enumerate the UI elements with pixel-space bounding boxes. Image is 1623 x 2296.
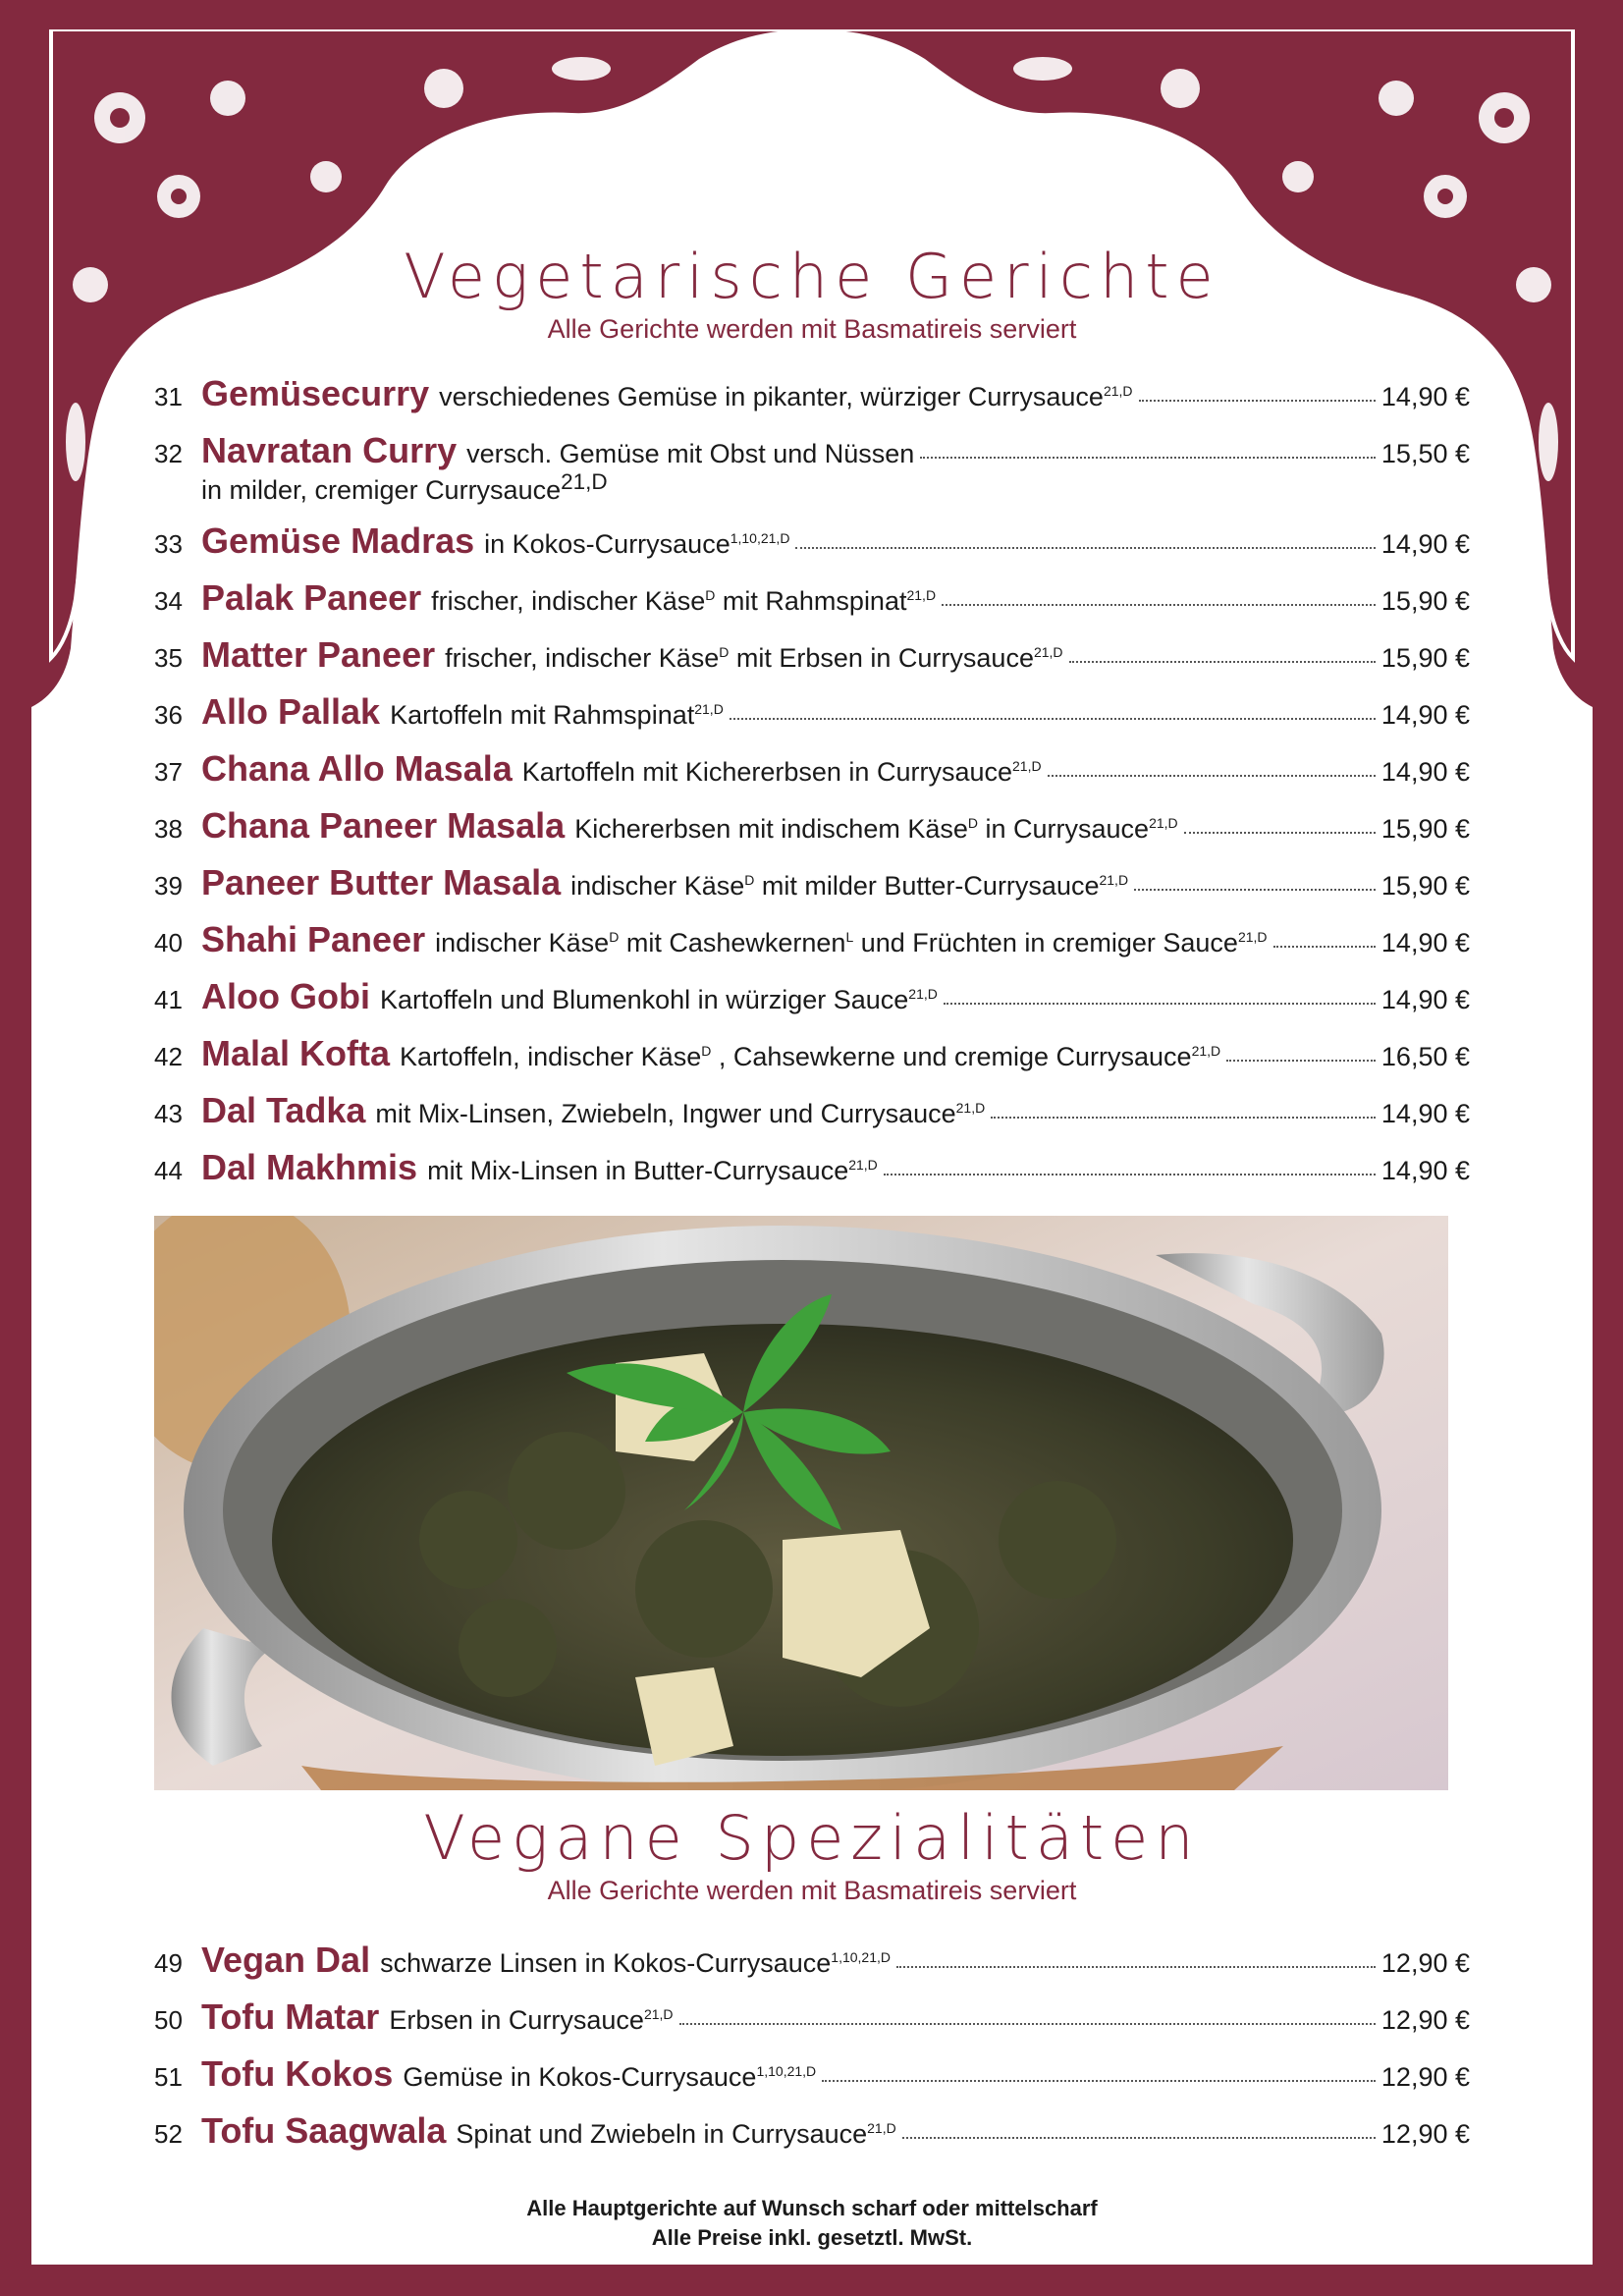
menu-item xyxy=(154,577,1470,619)
allergen-note: 21,D xyxy=(1149,815,1178,831)
item-number: 35 xyxy=(154,643,183,673)
dotted-leader xyxy=(920,456,1376,459)
item-number: 43 xyxy=(154,1099,183,1128)
item-price: 15,90 € xyxy=(1380,586,1470,616)
allergen-note: 21,D xyxy=(908,986,938,1002)
allergen-note: L xyxy=(845,929,854,945)
item-price: 14,90 € xyxy=(1380,757,1470,787)
allergen-note: 21,D xyxy=(867,2120,896,2136)
allergen-note: D xyxy=(705,587,716,603)
item-name: Allo Pallak xyxy=(201,691,381,732)
item-number: 49 xyxy=(154,1948,183,1978)
item-number: 32 xyxy=(154,439,183,468)
item-number: 31 xyxy=(154,382,183,411)
allergen-note: 21,D xyxy=(643,2006,674,2022)
item-description xyxy=(456,2119,895,2150)
item-description-text: in Kokos-Currysauce xyxy=(484,529,730,559)
allergen-note: 1,10,21,D xyxy=(730,530,790,546)
item-description-text: Kartoffeln und Blumenkohl in würziger Sauce xyxy=(379,985,909,1014)
dotted-leader xyxy=(1184,831,1376,834)
item-description-text: , Cahsewkerne und cremige Currysauce xyxy=(711,1042,1192,1071)
item-name: Dal Makhmis xyxy=(201,1147,418,1187)
item-description-text: mit milder Butter-Currysauce xyxy=(754,871,1100,901)
footer-note-tax: Alle Preise inkl. gesetztl. MwSt. xyxy=(651,2225,973,2250)
item-price: 15,50 € xyxy=(1380,439,1470,468)
item-description-text: Kartoffeln mit Rahmspinat xyxy=(390,700,695,730)
dotted-leader xyxy=(1226,1059,1376,1062)
item-description-text: indischer Käse xyxy=(435,928,610,957)
item-number: 38 xyxy=(154,814,183,844)
item-price: 12,90 € xyxy=(1380,1948,1470,1978)
menu-item xyxy=(154,748,1470,790)
item-number: 34 xyxy=(154,586,183,616)
item-description xyxy=(375,1099,985,1129)
item-name: Gemüsecurry xyxy=(201,373,430,413)
item-description-text: frischer, indischer Käse xyxy=(431,586,706,616)
allergen-note: D xyxy=(609,929,620,945)
dotted-leader xyxy=(884,1173,1376,1175)
item-description-text: mit Erbsen in Currysauce xyxy=(729,643,1034,673)
allergen-note: D xyxy=(719,644,730,660)
item-description xyxy=(390,700,724,731)
item-name: Tofu Kokos xyxy=(201,2053,394,2094)
item-number: 36 xyxy=(154,700,183,730)
allergen-note: 1,10,21,D xyxy=(756,2063,817,2079)
item-description xyxy=(427,1156,878,1186)
menu-item xyxy=(154,919,1470,960)
section-subtitle-vegan: Alle Gerichte werden mit Basmatireis serviert xyxy=(547,1876,1077,1905)
item-name: Shahi Paneer xyxy=(201,919,426,959)
item-name: Malal Kofta xyxy=(201,1033,391,1073)
item-description xyxy=(445,643,1062,674)
item-price: 12,90 € xyxy=(1380,2005,1470,2035)
item-name: Chana Allo Masala xyxy=(201,748,513,789)
menu-item xyxy=(154,862,1470,903)
item-description-text: mit Cashewkernen xyxy=(619,928,846,957)
item-description-text: in Currysauce xyxy=(978,814,1150,844)
menu-item xyxy=(154,373,1470,414)
item-name: Gemüse Madras xyxy=(201,520,475,561)
allergen-note: 21,D xyxy=(1103,383,1133,399)
item-description-text: mit Mix-Linsen, Zwiebeln, Ingwer und Currysauce xyxy=(375,1099,956,1128)
allergen-note: 21,D xyxy=(848,1157,878,1173)
item-name: Tofu Saagwala xyxy=(201,2110,447,2151)
item-description xyxy=(439,382,1132,412)
item-name: Dal Tadka xyxy=(201,1090,366,1130)
item-number: 50 xyxy=(154,2005,183,2035)
item-number: 42 xyxy=(154,1042,183,1071)
footer-note-spice: Alle Hauptgerichte auf Wunsch scharf oder mittelscharf xyxy=(526,2196,1098,2220)
menu-item xyxy=(154,520,1470,562)
dotted-leader xyxy=(1139,399,1376,402)
allergen-note: 21,D xyxy=(906,587,937,603)
section-title-vegan: Vegane Spezialitäten xyxy=(423,1802,1201,1874)
item-price: 12,90 € xyxy=(1380,2119,1470,2149)
item-description xyxy=(431,586,936,617)
item-description-text: Erbsen in Currysauce xyxy=(389,2005,644,2035)
item-name: Aloo Gobi xyxy=(201,976,370,1016)
menu-item xyxy=(154,2110,1470,2152)
item-description-text: versch. Gemüse mit Obst und Nüssen xyxy=(466,439,915,468)
food-photo xyxy=(154,1216,1448,1790)
menu-item xyxy=(154,976,1470,1017)
menu-item xyxy=(154,1033,1470,1074)
allergen-note: 21,D xyxy=(694,701,724,717)
dotted-leader xyxy=(1069,660,1376,663)
item-description-text: indischer Käse xyxy=(570,871,745,901)
item-description-continued xyxy=(201,469,608,506)
item-name: Paneer Butter Masala xyxy=(201,862,562,902)
section-title-vegetarian: Vegetarische Gerichte xyxy=(404,241,1220,312)
item-price: 14,90 € xyxy=(1380,928,1470,957)
menu-item xyxy=(154,1090,1470,1131)
menu-item xyxy=(154,2053,1470,2095)
item-description xyxy=(380,985,938,1015)
item-description xyxy=(400,1042,1220,1072)
item-description xyxy=(403,2062,816,2093)
dotted-leader xyxy=(1134,888,1376,891)
item-description xyxy=(574,814,1177,845)
menu-item xyxy=(154,805,1470,847)
item-description xyxy=(522,757,1042,788)
item-number: 39 xyxy=(154,871,183,901)
item-description xyxy=(466,439,914,469)
section-subtitle-vegetarian: Alle Gerichte werden mit Basmatireis serviert xyxy=(547,314,1077,344)
item-description-text: mit Rahmspinat xyxy=(715,586,907,616)
item-description-text: frischer, indischer Käse xyxy=(445,643,720,673)
dotted-leader xyxy=(795,546,1375,549)
item-description xyxy=(435,928,1267,958)
allergen-note: 21,D xyxy=(1012,758,1042,774)
item-number: 51 xyxy=(154,2062,183,2092)
item-description-text: und Früchten in cremiger Sauce xyxy=(853,928,1238,957)
item-number: 52 xyxy=(154,2119,183,2149)
dotted-leader xyxy=(1048,774,1376,777)
item-description-text: mit Mix-Linsen in Butter-Currysauce xyxy=(427,1156,849,1185)
allergen-note: 21,D xyxy=(1191,1043,1221,1059)
item-name: Tofu Matar xyxy=(201,1996,380,2037)
menu-item xyxy=(154,1996,1470,2038)
allergen-note: 21,D xyxy=(1099,872,1129,888)
item-description xyxy=(570,871,1128,902)
item-number: 41 xyxy=(154,985,183,1014)
item-number: 40 xyxy=(154,928,183,957)
item-name: Matter Paneer xyxy=(201,634,436,675)
item-description-text: in milder, cremiger Currysauce xyxy=(201,475,562,505)
item-price: 14,90 € xyxy=(1380,1099,1470,1128)
dotted-leader xyxy=(896,1965,1376,1968)
item-number: 37 xyxy=(154,757,183,787)
dotted-leader xyxy=(822,2079,1376,2082)
dotted-leader xyxy=(942,603,1376,606)
menu-item xyxy=(154,1147,1470,1188)
allergen-note: 1,10,21,D xyxy=(831,1949,891,1965)
dotted-leader xyxy=(1273,945,1376,948)
item-description xyxy=(484,529,789,560)
item-name: Palak Paneer xyxy=(201,577,422,618)
menu-panel xyxy=(31,29,1593,2265)
menu-item xyxy=(154,1940,1470,1981)
item-price: 16,50 € xyxy=(1380,1042,1470,1071)
item-price: 14,90 € xyxy=(1380,382,1470,411)
item-name: Navratan Curry xyxy=(201,430,458,470)
menu-item xyxy=(154,634,1470,676)
allergen-note: 21,D xyxy=(1033,644,1063,660)
item-description-text: Kichererbsen mit indischem Käse xyxy=(574,814,968,844)
item-number: 44 xyxy=(154,1156,183,1185)
item-description-text: schwarze Linsen in Kokos-Currysauce xyxy=(380,1948,832,1978)
item-price: 14,90 € xyxy=(1380,529,1470,559)
allergen-note: 21,D xyxy=(955,1100,986,1116)
allergen-note: D xyxy=(744,872,755,888)
item-description-text: verschiedenes Gemüse in pikanter, würziger Currysauce xyxy=(439,382,1104,411)
item-name: Vegan Dal xyxy=(201,1940,371,1980)
item-price: 14,90 € xyxy=(1380,700,1470,730)
dotted-leader xyxy=(991,1116,1376,1119)
item-description-text: Kartoffeln mit Kichererbsen in Currysauce xyxy=(521,757,1012,787)
allergen-note: 21,D xyxy=(1237,929,1268,945)
allergen-note: D xyxy=(701,1043,712,1059)
item-price: 14,90 € xyxy=(1380,1156,1470,1185)
allergen-note: D xyxy=(967,815,978,831)
item-price: 15,90 € xyxy=(1380,814,1470,844)
item-description xyxy=(380,1948,891,1979)
item-price: 12,90 € xyxy=(1380,2062,1470,2092)
item-description-text: Kartoffeln, indischer Käse xyxy=(400,1042,702,1071)
item-price: 15,90 € xyxy=(1380,643,1470,673)
dotted-leader xyxy=(902,2136,1376,2139)
dotted-leader xyxy=(730,717,1376,720)
item-number: 33 xyxy=(154,529,183,559)
item-price: 15,90 € xyxy=(1380,871,1470,901)
item-name: Chana Paneer Masala xyxy=(201,805,566,846)
item-description-text: Spinat und Zwiebeln in Currysauce xyxy=(456,2119,868,2149)
item-description xyxy=(389,2005,673,2036)
menu-item xyxy=(154,430,1470,471)
dotted-leader xyxy=(679,2022,1376,2025)
item-price: 14,90 € xyxy=(1380,985,1470,1014)
menu-item xyxy=(154,691,1470,733)
dotted-leader xyxy=(944,1002,1376,1005)
allergen-note: 21,D xyxy=(561,469,608,494)
item-description-text: Gemüse in Kokos-Currysauce xyxy=(403,2062,757,2092)
